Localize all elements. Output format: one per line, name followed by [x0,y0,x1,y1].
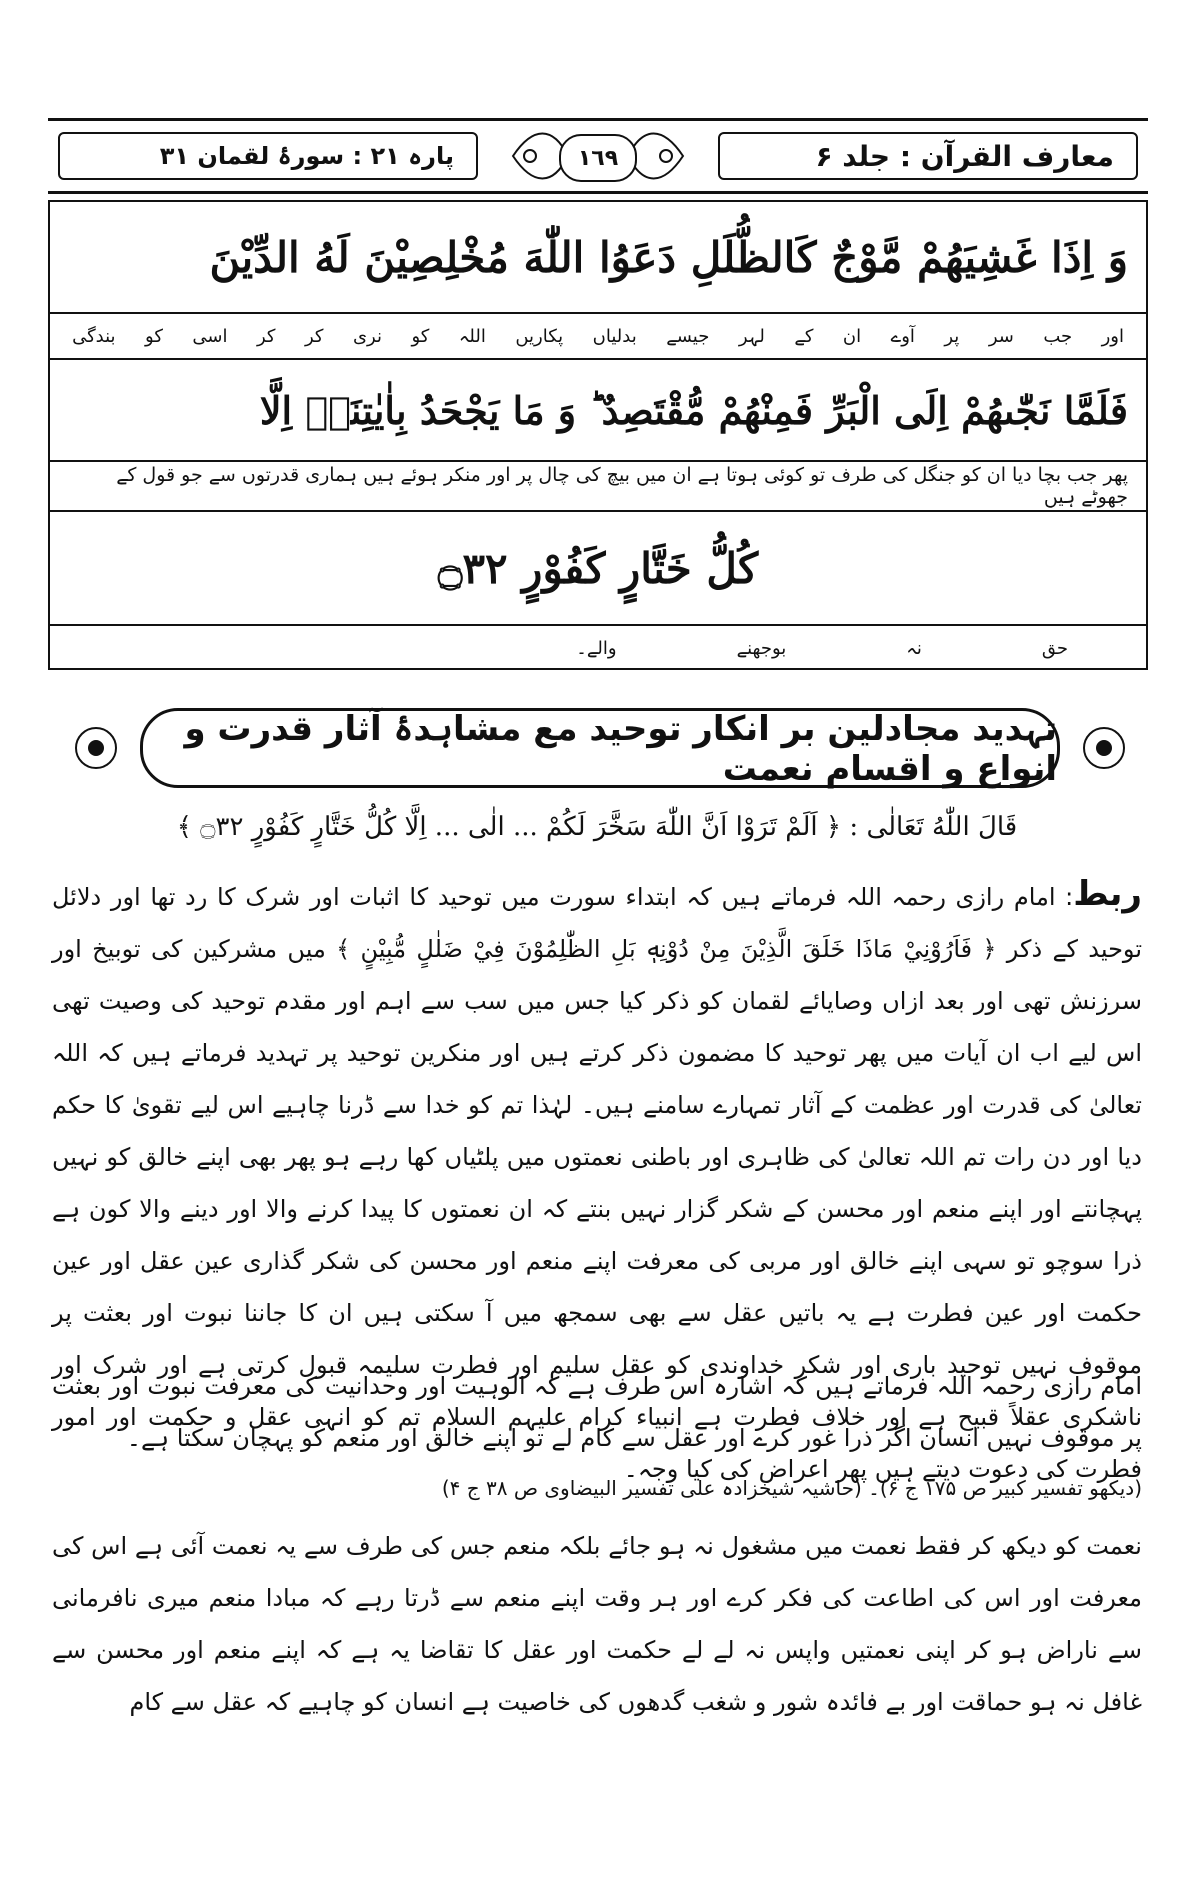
translation-word: کر [304,325,324,347]
verse-table [48,200,1148,670]
translation-word: نہ [906,637,922,659]
section-heading: تہدید مجادلین بر انکار توحید مع مشاہدۂ آثار قدرت و انواع و اقسام نعمت [140,708,1060,788]
verse-row-3 [50,512,1146,626]
translation-word: اور [1101,325,1124,347]
flower-ornament-icon [1068,720,1140,776]
translation-2-text: پھر جب بچا دیا ان کو جنگل کی طرف تو کوئی ہوتا ہے ان میں بیچ کی چال پر اور منکر ہوئے ہیں ہماری قدرتوں سے جو قول کے جھوٹے ہیں [116,464,1128,508]
translation-word: حق [1041,637,1068,659]
verse-row-2 [50,360,1146,462]
translation-word: آوے [890,325,915,347]
paragraph-1-text: : امام رازی رحمہ اللہ فرماتے ہیں کہ ابتداء سورت میں توحید کا اثبات اور شرک کا رد تھا اور دلائل توحید کے ذکر ﴿ فَاَرُوْنِيْ مَاذَا خَلَقَ الَّذِيْنَ مِنْ دُوْنِهٖ بَلِ الظّٰلِمُوْنَ فِيْ ضَلٰلٍ مُّبِيْنٍ ﴾ میں مشرکین کی توبیخ اور سرزنش تھی اور بعد ازاں وصایائے لقمان کو ذکر کیا جس میں سب سے اہم اور مقدم توحید کی وصیت تھی اس لیے اب ان آیات میں پھر توحید کا مضمون ذکر کرتے ہیں اور منکرین توحید پر تہدید فرماتے ہیں کہ اللہ تعالیٰ کی قدرت اور عظمت کے آثار تمہارے سامنے ہیں۔ لہٰذا تم کو خدا سے ڈرنا چاہیے اس لیے تقویٰ کا حکم دیا اور دن رات تم اللہ تعالیٰ کی ظاہری اور باطنی نعمتوں میں پلٹیاں کھا رہے ہو پھر بھی اپنے خالق کو نہیں پہچانتے اور اپنے منعم اور محسن کے شکر گزار نہیں بنتے کہ ان نعمتوں کا پیدا کرنے والا اور دینے والا کون ہے ذرا سوچو تو سہی اپنے خالق اور مربی کی معرفت اپنے منعم اور محسن کی شکر گذاری عین عقل اور عین حکمت اور عین فطرت ہے یہ باتیں عقل سے بھی سمجھ میں آ سکتی ہیں ان کا جاننا نبوت اور بعثت پر موقوف نہیں توحید باری اور شکر خداوندی کو عقل سلیم اور فطرت سلیمہ قبول کرتی ہے اور شرک اور ناشکری عقلاً قبیح ہے اور خلاف فطرت ہے انبیاء کرام علیہم السلام تم کو انہی عقل و حکمت اور امور فطرت کی دعوت دیتے ہیں پھر اعراض کی کیا وجہ۔ [52,883,1142,1483]
translation-word: جب [1043,325,1073,347]
translation-row-3 [50,626,1146,670]
translation-word: بوجھنے [736,637,787,659]
arabic-verse-1: وَ اِذَا غَشِيَهُمْ مَّوْجٌ كَالظُّلَلِ دَعَوُا اللّٰهَ مُخْلِصِيْنَ لَهُ الدِّيْنَ [209,232,1128,282]
para-surah-label: پارہ ۲۱ : سورۂ لقمان ۳۱ [58,132,478,180]
translation-word: سر [988,325,1014,347]
translation-word: نری [352,325,382,347]
arabic-verse-2: فَلَمَّا نَجّٰىهُمْ اِلَى الْبَرِّ فَمِنْهُمْ مُّقْتَصِدٌ ؕ وَ مَا يَجْحَدُ بِاٰيٰتِنَاۤ اِلَّا [259,387,1128,433]
translation-word: جیسے [666,325,710,347]
header-ornament [508,120,688,192]
arabic-verse-3: كُلُّ خَتَّارٍ كَفُوْرٍ ۝۳۲ [437,543,759,593]
reference-note: (دیکھو تفسیر کبیر ص ۱۷۵ ج ۶)۔ (حاشیہ شیخزادہ علی تفسیر البیضاوی ص ۳۸ ج ۴) [441,1476,1142,1500]
section-heading-banner [60,700,1140,796]
translation-word: لہر [738,325,765,347]
page-number: ١٦٩ [559,134,637,182]
translation-word: اسی [192,325,228,347]
rabt-label: ربط [1073,874,1142,914]
translation-word: والے۔ [576,637,617,659]
paragraph-2: امام رازی رحمہ اللہ فرماتے ہیں کہ اشارہ اس طرف ہے کہ الوہیت اور وحدانیت کی معرفت نبوت اور بعثت پر موقوف نہیں انسان اگر ذرا غور کرے اور عقل سے کام لے تو اپنے خالق اور منعم کو پہچان سکتا ہے۔ [52,1372,1142,1452]
flower-ornament-icon [60,720,132,776]
translation-row-2 [50,462,1146,512]
verse-row-1 [50,202,1146,314]
translation-word: اللہ [458,325,486,347]
translation-word: پکاریں [515,325,564,347]
translation-row-1 [50,314,1146,360]
translation-word: بدلیاں [592,325,637,347]
translation-word: بندگی [72,325,116,347]
paragraph-3: نعمت کو دیکھ کر فقط نعمت میں مشغول نہ ہو جائے بلکہ منعم جس کی طرف سے یہ نعمت آئی ہے اس کی معرفت اور اس کی اطاعت کی فکر کرے اور ہر وقت اپنے منعم سے ڈرتا رہے کہ مبادا منعم میری نافرمانی سے ناراض ہو کر اپنی نعمتیں واپس نہ لے لے حکمت اور عقل کا تقاضا یہ ہے کہ اپنے منعم اور محسن سے غافل نہ ہو حماقت اور بے فائدہ شور و شغب گدھوں کی خاصیت ہے انسان کو چاہیے کہ عقل سے کام [52,1532,1142,1716]
page-header [48,118,1148,194]
quranic-quote: قَالَ اللّٰهُ تَعَالٰی : ﴿ اَلَمْ تَرَوْا اَنَّ اللّٰهَ سَخَّرَ لَكُمْ ... الٰی ... اِلَّا كُلُّ خَتَّارٍ كَفُوْرٍ ۝۳۲ ﴾ [176,812,1018,842]
translation-word: کے [794,325,814,347]
book-volume-label: معارف القرآن : جلد ۶ [718,132,1138,180]
translation-word: کر [256,325,276,347]
translation-word: کو [145,325,163,347]
translation-word: پر [944,325,960,347]
translation-word: کو [411,325,430,347]
translation-word: ان [842,325,862,347]
